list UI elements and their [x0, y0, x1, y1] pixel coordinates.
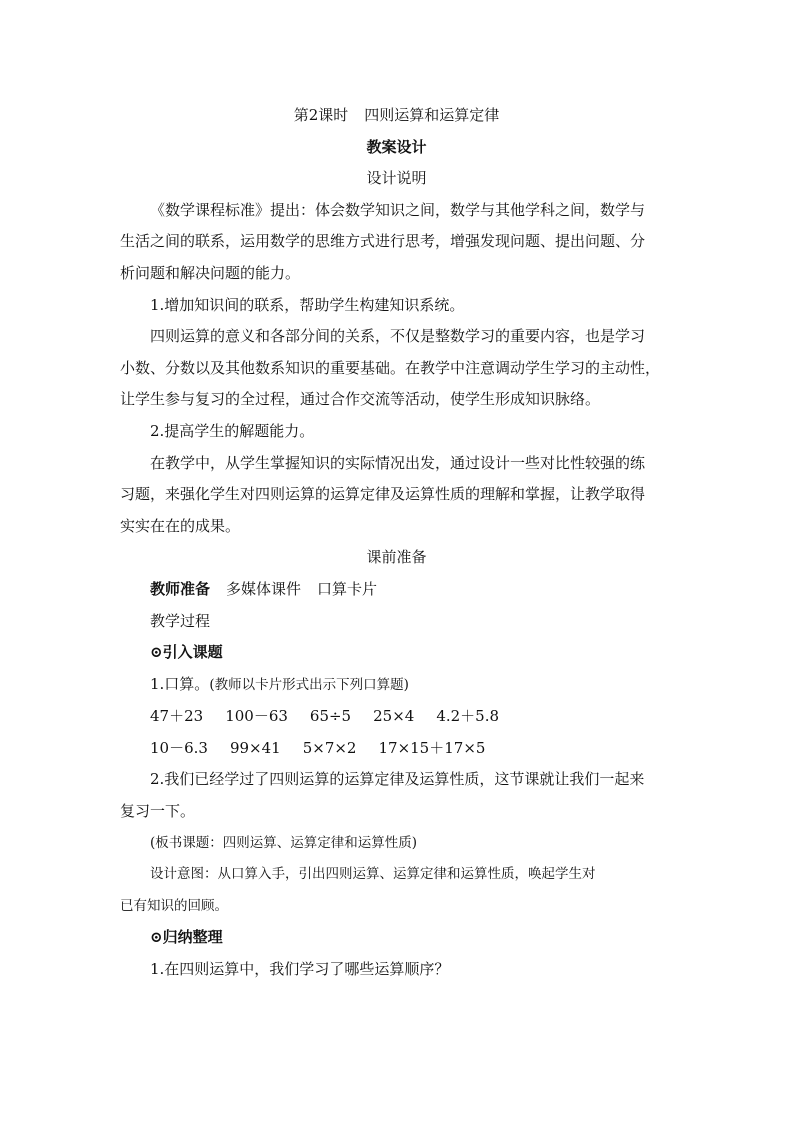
- prep-heading: 课前准备: [366, 548, 427, 567]
- calc-item: 99×41: [229, 738, 281, 757]
- circle-dot-icon: ⊙: [150, 928, 163, 947]
- section-intro-heading: [120, 637, 673, 669]
- calc-item: 5×7×2: [302, 738, 357, 757]
- point2-line-3: 实实在在的成果。: [120, 516, 241, 535]
- section-intro-title: 引入课题: [162, 643, 223, 662]
- prep-item-courseware: 多媒体课件: [226, 579, 302, 598]
- calc-row-1: [120, 701, 673, 733]
- calc-item: 47＋23: [150, 707, 204, 726]
- calc-item: 25×4: [373, 707, 415, 726]
- section-summary-heading: [120, 922, 673, 954]
- design-intent-line-2: 已有知识的回顾。: [120, 897, 228, 914]
- lesson-subtitle: 教案设计: [366, 137, 427, 156]
- prep-item-cards: 口算卡片: [317, 579, 378, 598]
- document-page: [120, 100, 673, 986]
- teacher-prep-label: 教师准备: [150, 579, 211, 598]
- oral-calc-line: [120, 669, 673, 702]
- design-intent-line-1: 设计意图：从口算入手，引出四则运算、运算定律和运算性质，唤起学生对: [150, 866, 596, 883]
- review-intro-line-2: 复习一下。: [120, 802, 196, 821]
- point1-heading: 1.增加知识间的联系，帮助学生构建知识系统。: [150, 295, 465, 314]
- lesson-number: 第2课时: [293, 106, 349, 124]
- calc-item: 65÷5: [309, 707, 352, 726]
- calc-row-2: [120, 733, 673, 765]
- circle-dot-icon: ⊙: [150, 643, 163, 662]
- oral-calc-note: (教师以卡片形式出示下列口算题): [209, 676, 409, 693]
- board-title-note: (板书课题：四则运算、运算定律和运算性质): [150, 834, 418, 851]
- point1-line-1: 四则运算的意义和各部分间的关系，不仅是整数学习的重要内容，也是学习: [150, 327, 646, 346]
- calc-item: 100－63: [225, 707, 288, 726]
- oral-calc-label: 1.口算。: [150, 674, 210, 693]
- calc-item: 17×15＋17×5: [378, 738, 486, 757]
- section-summary-title: 归纳整理: [162, 928, 223, 947]
- teacher-prep-line: [120, 574, 673, 606]
- teaching-process-heading: 教学过程: [150, 611, 211, 630]
- intro-line-2: 生活之间的联系，运用数学的思维方式进行思考，增强发现问题、提出问题、分: [120, 232, 646, 251]
- review-intro-line-1: 2.我们已经学过了四则运算的运算定律及运算性质，这节课就让我们一起来: [150, 770, 645, 789]
- lesson-title-line: [120, 100, 673, 132]
- point2-heading: 2.提高学生的解题能力。: [150, 421, 315, 440]
- point2-line-1: 在教学中，从学生掌握知识的实际情况出发，通过设计一些对比性较强的练: [150, 453, 646, 472]
- calc-item: 4.2＋5.8: [436, 707, 500, 726]
- design-heading: 设计说明: [366, 169, 427, 188]
- point2-line-2: 习题，来强化学生对四则运算的运算定律及运算性质的理解和掌握，让教学取得: [120, 485, 646, 504]
- lesson-title: 四则运算和运算定律: [364, 106, 500, 124]
- calc-item: 10－6.3: [150, 738, 208, 757]
- intro-line-1: 《数学课程标准》提出：体会数学知识之间，数学与其他学科之间，数学与: [150, 200, 646, 219]
- point1-line-2: 小数、分数以及其他数系知识的重要基础。在教学中注意调动学生学习的主动性，: [120, 358, 661, 377]
- intro-line-3: 析问题和解决问题的能力。: [120, 263, 301, 282]
- summary-question-1: 1.在四则运算中，我们学习了哪些运算顺序？: [150, 960, 450, 979]
- point1-line-3: 让学生参与复习的全过程，通过合作交流等活动，使学生形成知识脉络。: [120, 390, 601, 409]
